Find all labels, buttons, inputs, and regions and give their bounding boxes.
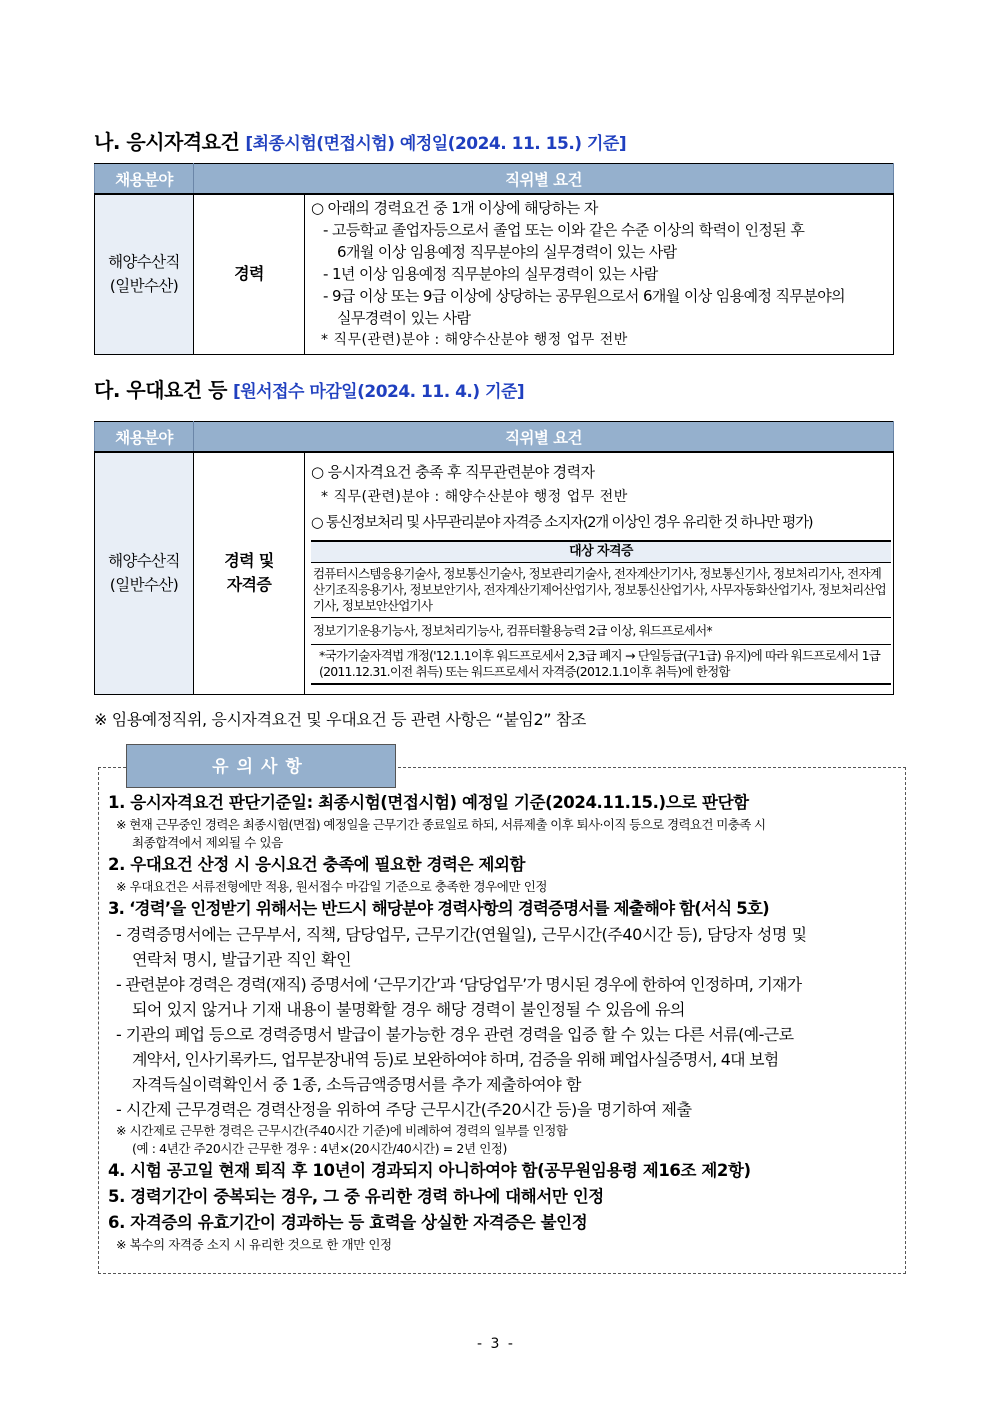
table2-field-line2: (일반수산)	[109, 576, 179, 595]
table2-kind-line1: 경력 및	[224, 551, 274, 571]
notice-item-4: 4. 시험 공고일 현재 퇴직 후 10년이 경과되지 아니하여야 함(공무원임용령 제16조 제2항)	[108, 1161, 751, 1180]
notice-item-5: 5. 경력기간이 중복되는 경우, 그 중 유리한 경력 하나에 대해서만 인정	[108, 1187, 604, 1206]
table2-field-cell	[95, 452, 194, 694]
notice-subnote: 최종합격에서 제외될 수 있음	[132, 835, 283, 850]
table2-header-field: 채용분야	[95, 422, 194, 453]
section-title-da	[94, 374, 524, 403]
notice-item-3: 3. ‘경력’을 인정받기 위해서는 반드시 해당분야 경력사항의 경력증명서를 제출해야 함(서식 5호)	[108, 899, 769, 918]
certificate-row: 컴퓨터시스템응용기술사, 정보통신기술사, 정보관리기술사, 전자계산기기사, 정보통신기사, 정보처리기사, 전자계산기조직응용기사, 정보보안기사, 전자계산기제어산업기사, 정보통신산업기사, 사무자동화산업기사, 정보처리산업기사, 정보보안산업기사	[311, 563, 891, 618]
table2-header-req: 직위별 요건	[194, 422, 894, 453]
notice-subnote: (예 : 4년간 주20시간 근무한 경우 : 4년×(20시간/40시간) = 2년 인정)	[132, 1141, 508, 1156]
notice-item-1: 1. 응시자격요건 판단기준일: 최종시험(면접시험) 예정일 기준(2024.11.15.)으로 판단함	[108, 793, 749, 812]
notice-detail: - 관련분야 경력은 경력(재직) 증명서에 ‘근무기간’과 ‘담당업무’가 명시된 경우에 한하여 인정하며, 기재가	[116, 975, 802, 994]
table2-line: ○ 통신정보처리 및 사무관리분야 자격증 소지자(2개 이상인 경우 유리한 것 하나만 평가)	[311, 514, 813, 531]
table2-requirements	[305, 452, 894, 694]
notice-item-2: 2. 우대요건 산정 시 응시요건 충족에 필요한 경력은 제외함	[108, 855, 526, 874]
table1-kind: 경력	[194, 194, 305, 354]
notice-detail: 되어 있지 않거나 기재 내용이 불명확할 경우 해당 경력이 불인정될 수 있음에 유의	[132, 1000, 686, 1019]
reference-remark: ※ 임용예정직위, 응시자격요건 및 우대요건 등 관련 사항은 “붙임2” 참조	[94, 710, 586, 729]
certificate-table-header: 대상 자격증	[311, 542, 891, 563]
table1-header-req: 직위별 요건	[194, 164, 894, 195]
table2-line: ○ 응시자격요건 충족 후 직무관련분야 경력자	[311, 462, 595, 481]
certificate-table	[311, 540, 891, 685]
qualification-table	[94, 163, 894, 355]
section-da-subtitle: [원서접수 마감일(2024. 11. 4.) 기준]	[232, 382, 525, 402]
table1-line: - 고등학교 졸업자등으로서 졸업 또는 이와 같은 수준 이상의 학력이 인정된 후	[323, 221, 805, 240]
table1-requirements	[305, 194, 894, 354]
preference-table	[94, 421, 894, 695]
table2-kind-line2: 자격증	[226, 575, 272, 595]
table1-field-cell	[95, 194, 194, 354]
section-na-heading: 나. 응시자격요건	[94, 130, 240, 154]
notice-detail: - 기관의 폐업 등으로 경력증명서 발급이 불가능한 경우 관련 경력을 입증 할 수 있는 다른 서류(예-근로	[116, 1025, 794, 1044]
table2-note: * 직무(관련)분야 : 해양수산분야 행정 업무 전반	[321, 488, 628, 505]
notice-subnote: ※ 시간제로 근무한 경력은 근무시간(주40시간 기준)에 비례하여 경력의 일부를 인정함	[116, 1123, 568, 1138]
table1-line: - 1년 이상 임용예정 직무분야의 실무경력이 있는 사람	[323, 265, 658, 284]
section-na-subtitle: [최종시험(면접시험) 예정일(2024. 11. 15.) 기준]	[245, 134, 627, 154]
table2-field-line1: 해양수산직	[108, 552, 180, 571]
table1-line: 6개월 이상 임용예정 직무분야의 실무경력이 있는 사람	[337, 243, 677, 262]
table1-field-line1: 해양수산직	[108, 253, 180, 272]
table1-line: 실무경력이 있는 사람	[337, 309, 471, 328]
notice-tab: 유의사항	[126, 744, 396, 788]
section-title-na	[94, 126, 626, 155]
table2-kind-cell	[194, 452, 305, 694]
notice-detail: 계약서, 인사기록카드, 업무분장내역 등)로 보완하여야 하며, 검증을 위해 폐업사실증명서, 4대 보험	[132, 1050, 779, 1069]
notice-subnote: ※ 복수의 자격증 소지 시 유리한 것으로 한 개만 인정	[116, 1237, 392, 1252]
notice-subnote: ※ 우대요건은 서류전형에만 적용, 원서접수 마감일 기준으로 충족한 경우에만 인정	[116, 879, 548, 894]
notice-detail: - 경력증명서에는 근무부서, 직책, 담당업무, 근무기간(연월일), 근무시간(주40시간 등), 담당자 성명 및	[116, 925, 807, 944]
notice-subnote: ※ 현재 근무중인 경력은 최종시험(면접) 예정일을 근무기간 종료일로 하되, 서류제출 이후 퇴사·이직 등으로 경력요건 미충족 시	[116, 817, 766, 832]
certificate-footnote: *국가기술자격법 개정('12.1.1이후 워드프로세서 2,3급 폐지 → 단일등급(구1급) 유지)에 따라 워드프로세서 1급(2011.12.31.이전 취득) 또는 워드프로세서 자격증(2012.1.1이후 취득)에 한정함	[319, 647, 880, 679]
table1-line: ○ 아래의 경력요건 중 1개 이상에 해당하는 자	[311, 199, 598, 218]
table1-field-line2: (일반수산)	[109, 277, 179, 296]
table1-line: - 9급 이상 또는 9급 이상에 상당하는 공무원으로서 6개월 이상 임용예정 직무분야의	[323, 287, 845, 306]
notice-detail: 연락처 명시, 발급기관 직인 확인	[132, 950, 352, 969]
page-number: - 3 -	[477, 1336, 515, 1352]
notice-detail: - 시간제 근무경력은 경력산정을 위하여 주당 근무시간(주20시간 등)을 명기하여 제출	[116, 1100, 692, 1119]
certificate-row: 정보기기운용기능사, 정보처리기능사, 컴퓨터활용능력 2급 이상, 워드프로세서*	[311, 618, 891, 645]
notice-content	[108, 788, 900, 1254]
table1-note: * 직무(관련)분야 : 해양수산분야 행정 업무 전반	[321, 332, 628, 349]
notice-item-6: 6. 자격증의 유효기간이 경과하는 등 효력을 상실한 자격증은 불인정	[108, 1213, 588, 1232]
table1-header-field: 채용분야	[95, 164, 194, 195]
notice-detail: 자격득실이력확인서 중 1종, 소득금액증명서를 추가 제출하여야 함	[132, 1075, 582, 1094]
section-da-heading: 다. 우대요건 등	[94, 378, 227, 402]
